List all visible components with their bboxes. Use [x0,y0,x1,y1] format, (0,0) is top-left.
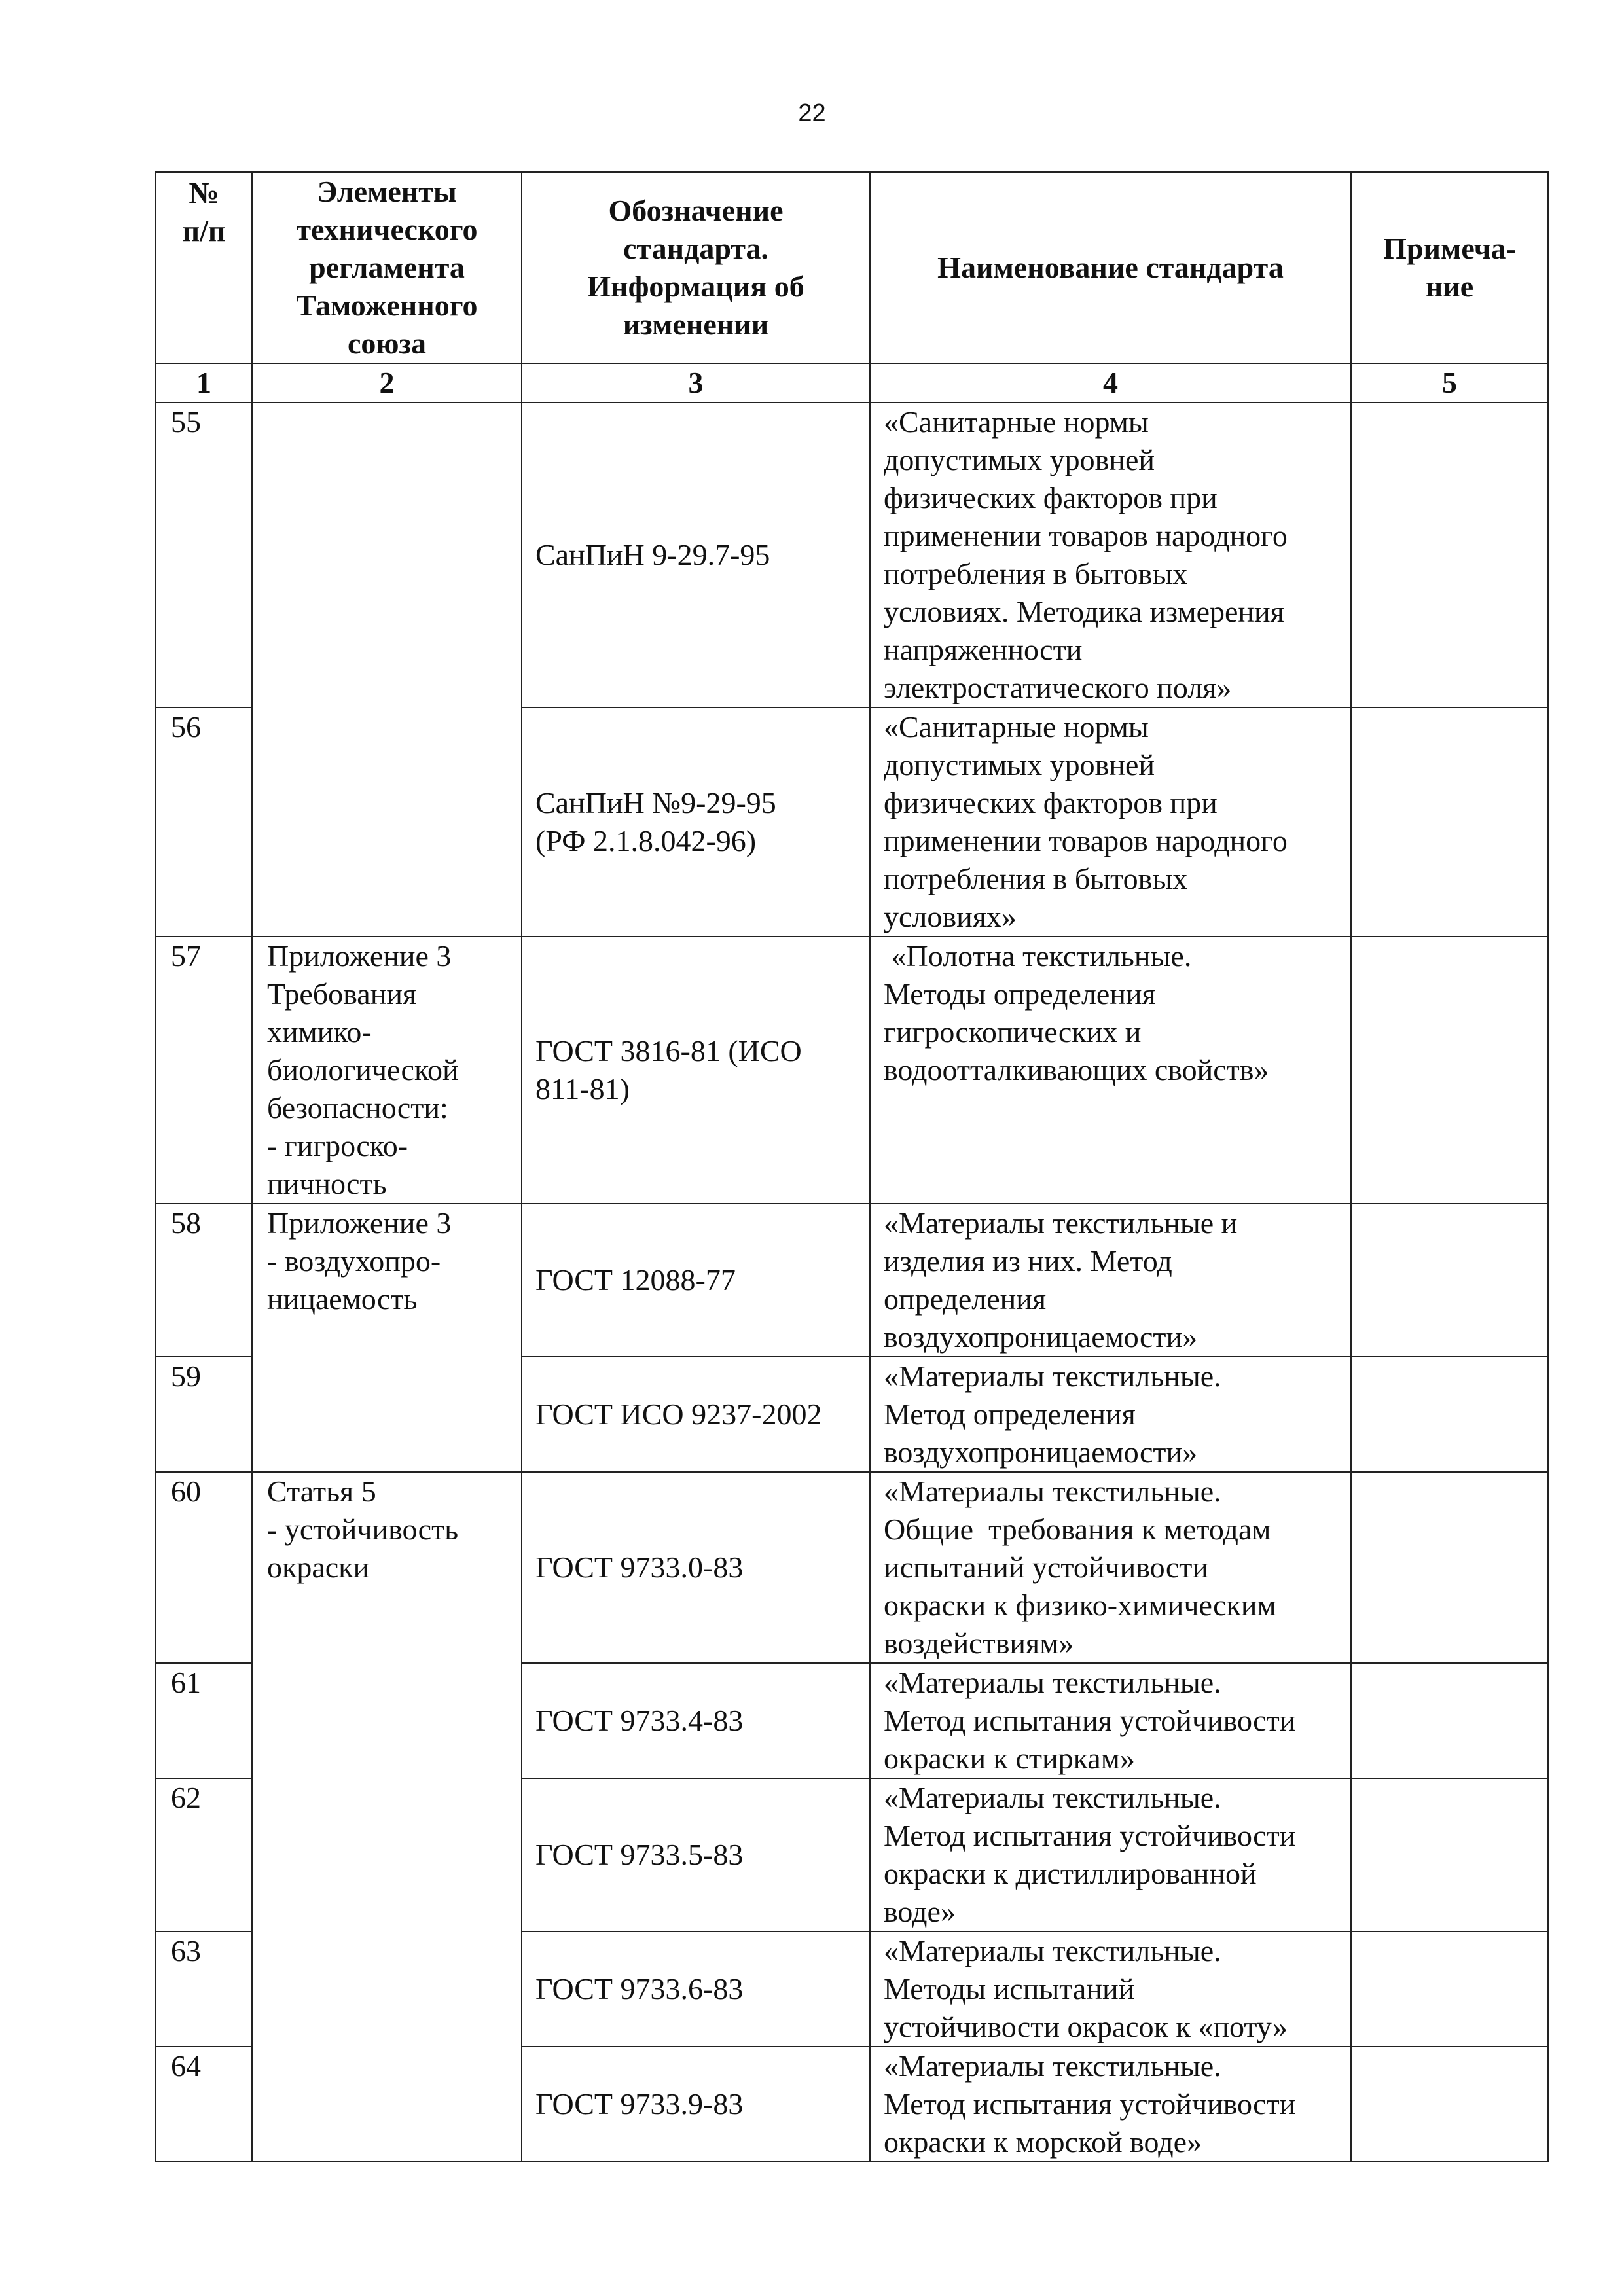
element-cell: Приложение 3 Требования химико- биологической безопасности: - гигроско- пичность [252,937,522,1204]
standard-name: «Материалы текстильные. Метод определения воздухопроницаемости» [870,1357,1351,1472]
column-number: 1 [156,363,252,403]
row-number: 60 [156,1472,252,1663]
standard-name: «Санитарные нормы допустимых уровней физических факторов при применении товаров народного потребления в бытовых условиях» [870,708,1351,937]
header-note: Примеча- ние [1351,172,1548,363]
standard-name: «Санитарные нормы допустимых уровней физических факторов при применении товаров народного потребления в бытовых условиях. Методика измерения напряженности электростатического поля» [870,403,1351,708]
standard-designation: ГОСТ 9733.4-83 [522,1663,870,1778]
standard-designation: ГОСТ 12088-77 [522,1204,870,1357]
standard-name: «Материалы текстильные и изделия из них. Метод определения воздухопроницаемости» [870,1204,1351,1357]
standard-name: «Материалы текстильные. Метод испытания устойчивости окраски к дистиллированной воде» [870,1778,1351,1931]
standards-table [155,171,1549,2162]
standard-designation: ГОСТ 3816-81 (ИСО 811-81) [522,937,870,1204]
note-cell [1351,1204,1548,1357]
table-row [156,1472,1548,1663]
standard-designation: ГОСТ ИСО 9237-2002 [522,1357,870,1472]
row-number: 62 [156,1778,252,1931]
element-cell: Приложение 3 - воздухопро- ницаемость [252,1204,522,1472]
note-cell [1351,1472,1548,1663]
column-number: 2 [252,363,522,403]
row-number: 57 [156,937,252,1204]
element-cell [252,403,522,937]
standard-designation: ГОСТ 9733.5-83 [522,1778,870,1931]
header-row [156,172,1548,363]
standard-designation: СанПиН 9-29.7-95 [522,403,870,708]
standard-name: «Материалы текстильные. Методы испытаний устойчивости окрасок к «поту» [870,1931,1351,2047]
row-number: 58 [156,1204,252,1357]
page-number: 22 [798,99,826,127]
row-number: 63 [156,1931,252,2047]
note-cell [1351,1931,1548,2047]
column-number: 3 [522,363,870,403]
note-cell [1351,937,1548,1204]
row-number: 61 [156,1663,252,1778]
note-cell [1351,1357,1548,1472]
table-row [156,937,1548,1204]
note-cell [1351,1663,1548,1778]
standard-name: «Полотна текстильные. Методы определения гигроскопических и водоотталкивающих свойств» [870,937,1351,1204]
header-num: № п/п [156,172,252,363]
standard-designation: ГОСТ 9733.0-83 [522,1472,870,1663]
standard-designation: ГОСТ 9733.9-83 [522,2047,870,2162]
header-elements: Элементы технического регламента Таможенного союза [252,172,522,363]
row-number: 55 [156,403,252,708]
note-cell [1351,1778,1548,1931]
column-number: 5 [1351,363,1548,403]
element-cell: Статья 5 - устойчивость окраски [252,1472,522,2162]
row-number: 59 [156,1357,252,1472]
standard-designation: СанПиН №9-29-95 (РФ 2.1.8.042-96) [522,708,870,937]
row-number: 64 [156,2047,252,2162]
standard-designation: ГОСТ 9733.6-83 [522,1931,870,2047]
note-cell [1351,708,1548,937]
standard-name: «Материалы текстильные. Общие требования к методам испытаний устойчивости окраски к физико-химическим воздействиям» [870,1472,1351,1663]
standard-name: «Материалы текстильные. Метод испытания устойчивости окраски к морской воде» [870,2047,1351,2162]
table-row [156,1204,1548,1357]
header-designation: Обозначение стандарта. Информация об изменении [522,172,870,363]
header-name: Наименование стандарта [870,172,1351,363]
note-cell [1351,2047,1548,2162]
standard-name: «Материалы текстильные. Метод испытания устойчивости окраски к стиркам» [870,1663,1351,1778]
note-cell [1351,403,1548,708]
column-number-row [156,363,1548,403]
table-row [156,403,1548,708]
row-number: 56 [156,708,252,937]
column-number: 4 [870,363,1351,403]
